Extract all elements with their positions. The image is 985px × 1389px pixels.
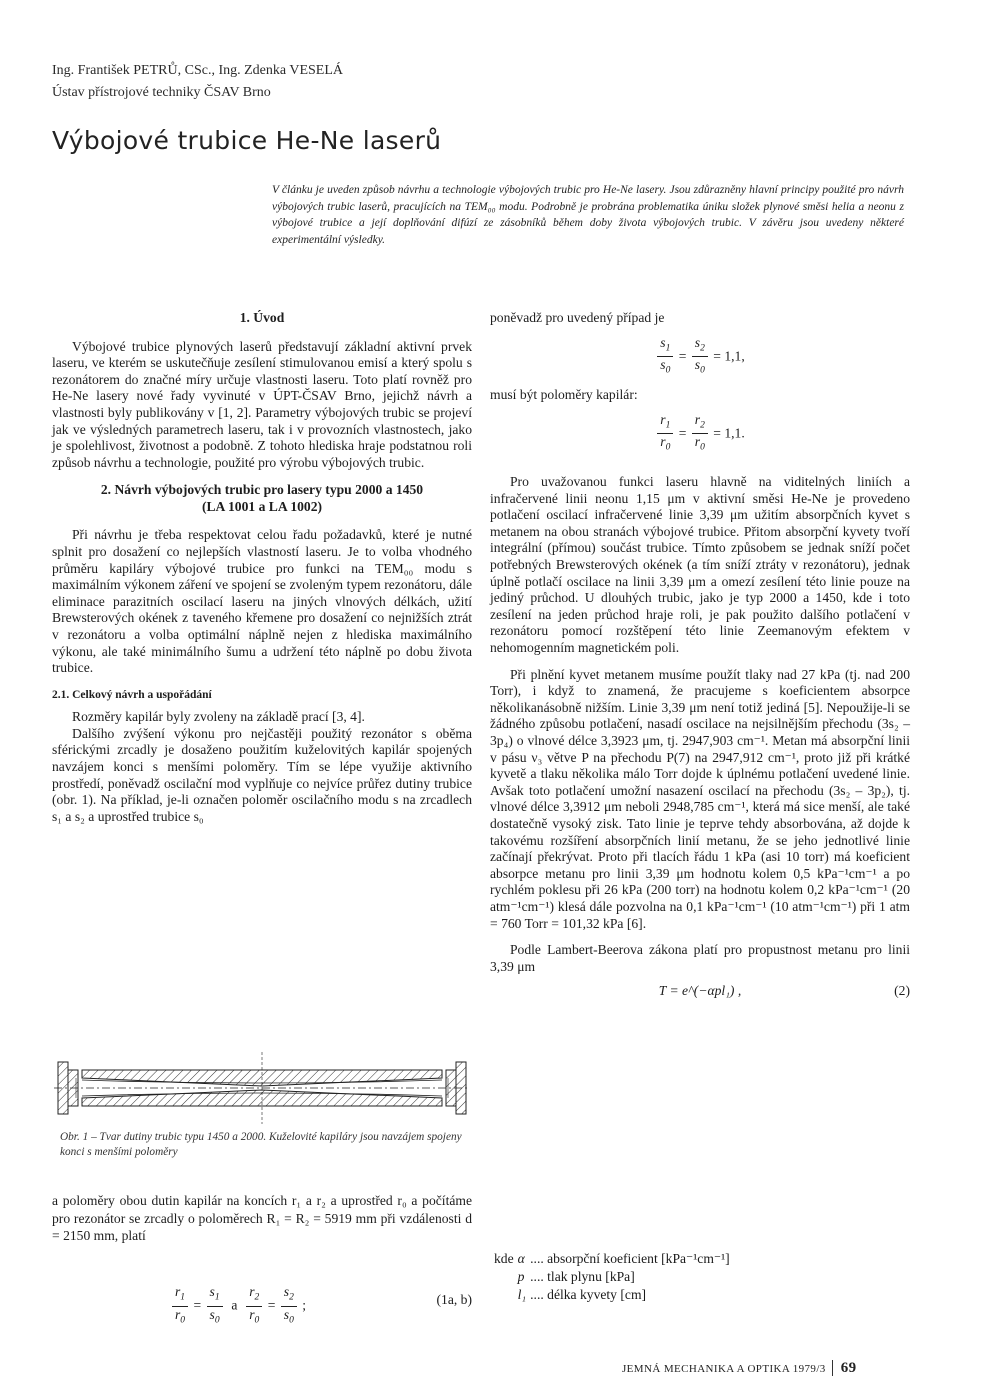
section-2-paragraph: Při návrhu je třeba respektovat celou řadu požadavků, které je nutné splnit pro dosažení co nejlepších vlastností laseru. Je to volba vhodného průměru kapiláry výbojové trubice pro funkci na TEM₀₀ modu s maximálním výkonem záření ve spojení se zvoleným typem rezonátoru, dále eliminace parazitních oscilací laseru na jiných vlnových délkách, užití Brewsterových okének z taveného křemene pro dosažení co nejnižších ztrát v rezonátoru a volba optimální náplně nejen z hlediska maximálního výkonu, ale také minimálního šumu a udržení této náplně po dobu života trubice. xyxy=(52,527,472,676)
right-paragraph-3: Podle Lambert-Beerova zákona platí pro propustnost metanu pro linii 3,39 μm xyxy=(490,942,910,974)
right-paragraph-1: Pro uvažovanou funkci laseru hlavně na viditelných liniích a infračervené linii neonu 1,15 μm v aktivní směsi He-Ne je provedeno potlačení oscilací infračervené linie 3,39 μm užitím absorpčních kyvet s metanem na obou stranách výbojové trubice. Přitom absorpční kyvety tvoří integrální (přímou) součást trubice. Tímto způsobem se jednak sníží počet potřebných Brewsterových okének (a tím sníží ztráty v rezonátoru), jednak úplně potlačí oscilace na linii 3,39 μm a omezí zesílení této linie pouze na jediný průchod. U dlouhých trubic, jako je typ 2000 a 1450, kde i toto zesílení na jeden průchod hraje roli, je pak použito dalšího potlačení v rezonátoru pomocí rozštěpení této linie Zeemanovým efektem v nehomogenním magnetickém poli. xyxy=(490,474,910,655)
author-block xyxy=(52,60,343,104)
institute-line: Ústav přístrojové techniky ČSAV Brno xyxy=(52,85,271,100)
figure-1-caption: Obr. 1 – Tvar dutiny trubic typu 1450 a 2000. Kuželovité kapiláry jsou navzájem spojeny konci s menšími poloměry xyxy=(60,1131,462,1158)
section-2-heading-line2: (LA 1001 a LA 1002) xyxy=(201,499,323,515)
frac-r1-r0: $\frac{r_1}{r_0}$ xyxy=(172,1284,188,1328)
equation-1-label: (1a, b) xyxy=(436,1292,472,1307)
right-paragraph-2: Při plnění kyvet metanem musíme použít tlaky nad 27 kPa (tj. nad 200 Torr), i když to znamená, že pracujeme s koeficientem absorpce několikanásobně nižším. Linie 3,39 μm není totiž jediná [5]. Nepoužije-li se žádného způsobu potlačení, nasadí oscilace na nejsilnějším přechodu (3s₂ – 3p₄) o vlnové délce 3,3923 μm, tj. 2947,903 cm⁻¹. Metan má absorpční linii v pásu ν₃ větve P na přechodu P(7) na 2947,912 cm⁻¹, proto již při krátké kyvetě a tlaku několika málo Torr dojde k úplnému potlačení uvedené linie. Avšak toto potlačení umožní nasazení oscilací na přechodu (3s₂ – 3p₂), tj. vlnové délce 3,3912 μm neboli 2948,785 cm⁻¹, která má sice menší, ale také dostatečně vysoký zisk. Tato linie je teprve tehdy absorbována, až dojde k takovému rozšíření absorpčních linií metanu, že se jeho jednotlivé linie začínají překrývat. Proto při tlacích řádu 1 kPa (asi 10 torr) má koeficient absorpce metanu pro linii 3,39 μm hodnotu kolem 0,5 kPa⁻¹cm⁻¹ a po rychlém poklesu při 26 kPa (200 torr) na hodnotu kolem 0,2 kPa⁻¹cm⁻¹ (20 atm⁻¹cm⁻¹) klesá dále pozvolna na 0,1 kPa⁻¹cm⁻¹ (10 atm⁻¹cm⁻¹) při 1 atm = 760 Torr = 101,32 kPa [6]. xyxy=(490,666,910,931)
page-footer xyxy=(622,1360,857,1377)
figure-1 xyxy=(52,1048,472,1128)
legend-sym-2: l₁ xyxy=(517,1287,527,1302)
section-1-paragraph: Výbojové trubice plynových laserů představují základní aktivní prvek laseru, ve kterém se uskutečňuje zesílení stimulovanou emisí a který spolu s rezonátorem do značné míry určuje vlastnosti laseru. Toto platí rovněž pro He-Ne lasery nové řady vyvinuté v ÚPT-ČSAV Brno, jejichž návrh a vlastnosti byly publikovány v [1, 2]. Parametry výbojových trubic se projeví jak ve výsledných parametrech laseru, tak i v provozních vlastnostech, jako je spolehlivost, životnost a podobně. Z tohoto hlediska hraje podstatnou roli způsob návrhu a technologie, použité pro výrobu výbojových trubic. xyxy=(52,338,472,470)
eq-s-value: = 1,1, xyxy=(713,347,745,363)
tube-cavity-drawing xyxy=(52,1048,472,1128)
article-title: Výbojové trubice He-Ne laserů xyxy=(52,126,442,155)
equation-1: $\frac{r_1}{r_0}$ = $\frac{s_1}{s_0}$ a $\frac{r_2}{r_0}$ = $\frac{s_2}{s_0}$ ; (1a, b) xyxy=(52,1284,472,1324)
right-intro: poněvadž pro uvedený případ je xyxy=(490,310,665,325)
page-number: 69 xyxy=(832,1360,857,1376)
equation-s-ratio: $\frac{s_1}{s_0}$ = $\frac{s_2}{s_0}$ = 1,1, xyxy=(490,335,910,379)
eq-r-value: = 1,1. xyxy=(713,424,745,440)
section-2-1-paragraph-2: Dalšího zvýšení výkonu pro nejčastěji použitý rezonátor s oběma sférickými zrcadly je dosaženo použitím kuželovitých kapilár spojených navzájem konci s menšími poloměry. Tím se lépe využije aktivního prostředí, poněvadž oscilační mod vyplňuje co nejvíce průřez dutiny trubice (obr. 1). Na příklad, je-li označen poloměr oscilačního modu s na zrcadlech s₁ a s₂ a uprostřed trubice s₀ xyxy=(52,725,472,824)
legend-sym-1: p xyxy=(517,1269,525,1284)
legend-kde: kde xyxy=(494,1251,514,1266)
section-2-1-heading: 2.1. Celkový návrh a uspořádání xyxy=(52,688,212,701)
section-2-1-paragraph-1: Rozměry kapilár byly zvoleny na základě prací [3, 4]. xyxy=(72,709,365,725)
equation-r-ratio: $\frac{r_1}{r_0}$ = $\frac{r_2}{r_0}$ = 1,1. xyxy=(490,412,910,456)
right-column xyxy=(490,310,910,1008)
legend-sym-0: α xyxy=(517,1251,525,1266)
legend-desc-2: .... délka kyvety [cm] xyxy=(530,1287,647,1302)
right-musi: musí být poloměry kapilár: xyxy=(490,387,638,403)
equation-2-body: T = e^(−αpl₁) , xyxy=(658,983,742,999)
section-1-heading: 1. Úvod xyxy=(239,310,285,325)
symbol-legend xyxy=(494,1250,734,1304)
abstract: V článku je uveden způsob návrhu a technologie výbojových trubic pro He-Ne lasery. Jsou zdůrazněny hlavní principy použité pro návrh výbojových trubic laserů, pracujících na TEM₀₀ modu. Podrobně je probrána problematika úniku složek plynové směsi helia a neonu z výbojové trubice a její doplňování difúzí ze zásobníků během doby života výbojových trubic. V závěru jsou uvedeny některé experimentální výsledky. xyxy=(272,184,904,246)
authors-line: Ing. František PETRŮ, CSc., Ing. Zdenka VESELÁ xyxy=(52,63,343,78)
section-2-heading-line1: 2. Návrh výbojových trubic pro lasery typu 2000 a 1450 xyxy=(100,482,424,498)
journal-name: JEMNÁ MECHANIKA A OPTIKA 1979/3 xyxy=(622,1363,826,1375)
legend-desc-1: .... tlak plynu [kPa] xyxy=(530,1269,635,1284)
section-2-heading xyxy=(52,481,472,515)
equation-2 xyxy=(490,983,910,1000)
post-figure-paragraph: a poloměry obou dutin kapilár na koncích r₁ a r₂ a uprostřed r₀ a počítáme pro rezonátor se zrcadly o poloměrech R₁ = R₂ = 5919 mm při vzdálenosti d = 2150 mm, platí xyxy=(52,1193,472,1243)
left-column xyxy=(52,310,472,825)
equation-2-label: (2) xyxy=(894,983,910,999)
frac-s1-s0: $\frac{s_1}{s_0}$ xyxy=(207,1284,223,1328)
legend-desc-0: .... absorpční koeficient [kPa⁻¹cm⁻¹] xyxy=(530,1251,730,1266)
frac-r2-r0: $\frac{r_2}{r_0}$ xyxy=(246,1284,262,1328)
frac-s2-s0: $\frac{s_2}{s_0}$ xyxy=(281,1284,297,1328)
